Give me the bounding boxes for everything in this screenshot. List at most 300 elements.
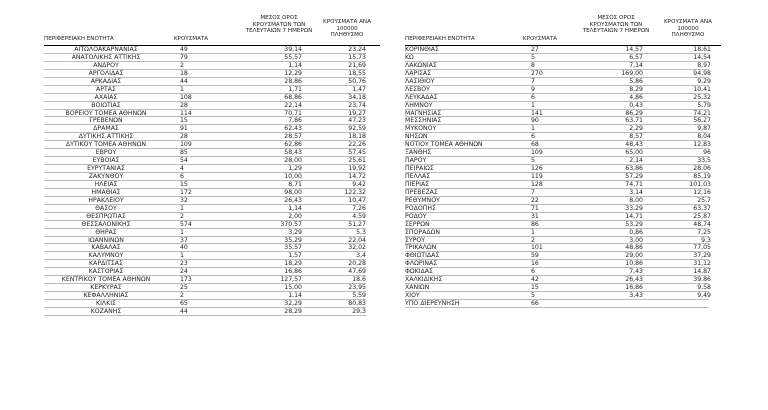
cell-per100k: 39,86	[693, 276, 711, 284]
table-row	[44, 276, 380, 284]
cell-avg: 10,86	[625, 260, 643, 268]
cell-region: ΠΙΕΡΙΑΣ	[405, 180, 430, 188]
cell-region: ΔΡΑΜΑΣ	[93, 125, 119, 133]
cell-per100k: 96	[703, 149, 711, 157]
table-row	[44, 165, 380, 173]
cell-cases: 1	[531, 228, 535, 236]
cell-cases: 44	[180, 77, 188, 85]
cell-per100k: 29,3	[352, 307, 366, 315]
cell-region: ΗΡΑΚΛΕΙΟΥ	[88, 196, 124, 204]
cell-region: ΦΛΩΡΙΝΑΣ	[405, 260, 438, 268]
cell-cases: 16	[531, 260, 539, 268]
cell-cases: 23	[180, 260, 188, 268]
cell-per100k: 20,28	[348, 260, 366, 268]
cell-avg: 1,71	[288, 85, 302, 93]
header-avg: ΜΕΣΟΣ ΟΡΟΣ ΚΡΟΥΣΜΑΤΩΝ ΤΩΝ ΤΕΛΕΥΤΑΙΩΝ 7 ΗΜΕΡΩΝ	[582, 15, 650, 35]
cell-cases: 91	[180, 125, 188, 133]
table-row	[405, 229, 721, 237]
cell-avg: 2,00	[288, 212, 302, 220]
cell-region: ΘΕΣΣΑΛΟΝΙΚΗΣ	[81, 220, 131, 228]
cell-cases: 6	[180, 173, 184, 180]
cell-avg: 68,86	[284, 93, 302, 101]
cell-region: ΓΡΕΒΕΝΩΝ	[89, 117, 123, 125]
cell-cases: 2	[180, 212, 184, 220]
cell-cases: 1	[531, 125, 535, 133]
cell-cases: 109	[531, 149, 543, 157]
cell-cases: 25	[180, 284, 188, 292]
cell-avg: 8,29	[629, 85, 643, 93]
cell-region: ΧΙΟΥ	[405, 292, 420, 300]
cell-avg: 1,14	[288, 204, 302, 212]
cell-per100k: 28,06	[693, 165, 711, 173]
table-row	[44, 78, 380, 86]
table-row	[44, 141, 380, 149]
cell-cases: 1	[180, 228, 184, 236]
cell-per100k: 7,26	[352, 204, 366, 212]
table-row	[405, 157, 721, 165]
cell-avg: 10,00	[284, 173, 302, 180]
cell-cases: 28	[180, 133, 188, 141]
table-row	[405, 292, 721, 300]
cell-cases: 574	[180, 220, 192, 228]
cell-region: ΑΡΚΑΔΙΑΣ	[90, 77, 122, 85]
cell-per100k: 3,4	[356, 252, 366, 260]
cell-avg: 1,14	[288, 292, 302, 300]
cell-per100k: 25,7	[697, 196, 711, 204]
cell-cases: 119	[531, 173, 543, 180]
table-row	[44, 94, 380, 102]
cell-region: ΔΥΤΙΚΗΣ ΑΤΤΙΚΗΣ	[78, 133, 134, 141]
table-row	[44, 70, 380, 78]
header-cases: ΚΡΟΥΣΜΑΤΑ	[173, 36, 209, 43]
cell-per100k: 8,04	[697, 133, 711, 141]
table-row	[44, 110, 380, 118]
cell-per100k: 9,58	[697, 284, 711, 292]
table-row	[44, 181, 380, 189]
cell-cases: 65	[180, 300, 188, 307]
table-row	[405, 237, 721, 245]
cell-avg: 3,29	[288, 228, 302, 236]
cell-region: ΚΟΡΙΝΘΙΑΣ	[405, 46, 439, 53]
cell-avg: 53,29	[625, 220, 643, 228]
cell-avg: 3,14	[629, 188, 643, 196]
cell-avg: 22,14	[284, 101, 302, 109]
cell-avg: 48,43	[625, 141, 643, 149]
cell-avg: 18,29	[284, 260, 302, 268]
cell-per100k: 14,87	[693, 268, 711, 276]
cell-per100k: 14,54	[693, 53, 711, 61]
cell-avg: 62,43	[284, 125, 302, 133]
table-row	[405, 149, 721, 157]
cell-per100k: 9,49	[697, 292, 711, 300]
cell-region: ΑΝΔΡΟΥ	[93, 61, 119, 69]
cell-region: ΛΑΣΙΘΙΟΥ	[405, 77, 435, 85]
cell-avg: 70,71	[284, 109, 302, 117]
cell-cases: 54	[180, 157, 188, 165]
cell-cases: 5	[531, 53, 535, 61]
cell-per100k: 48,74	[693, 220, 711, 228]
cell-avg: 14,57	[625, 46, 643, 53]
cell-per100k: 18,55	[348, 69, 366, 77]
cell-avg: 16,86	[625, 284, 643, 292]
cell-region: ΠΕΙΡΑΙΩΣ	[405, 165, 434, 173]
table-row	[405, 125, 721, 133]
cell-cases: 6	[531, 268, 535, 276]
cell-per100k: 85,19	[693, 173, 711, 180]
cell-per100k: 32,02	[348, 244, 366, 252]
table-row	[44, 125, 380, 133]
cell-region: ΑΧΑΪΑΣ	[94, 93, 118, 101]
table-body	[405, 46, 721, 308]
cell-region: ΡΟΔΟΥ	[405, 212, 427, 220]
cell-per100k: 18,6	[352, 276, 366, 284]
cell-cases: 44	[180, 307, 188, 315]
cell-cases: 6	[531, 93, 535, 101]
cell-per100k: 5,3	[356, 228, 366, 236]
cell-avg: 7,14	[629, 61, 643, 69]
table-row	[405, 94, 721, 102]
cell-per100k: 57,45	[348, 149, 366, 157]
cell-avg: 98,00	[284, 188, 302, 196]
cell-avg: 5,86	[629, 77, 643, 85]
cell-cases: 173	[180, 276, 192, 284]
cell-cases: 79	[180, 53, 188, 61]
cell-avg: 39,14	[284, 46, 302, 53]
cell-avg: 4,86	[629, 93, 643, 101]
cell-per100k: 31,12	[693, 260, 711, 268]
cell-avg: 2,14	[629, 157, 643, 165]
table-row	[405, 276, 721, 284]
table-row	[44, 221, 380, 229]
cell-avg: 1,57	[288, 252, 302, 260]
cell-cases: 141	[531, 109, 543, 117]
cell-cases: 49	[180, 46, 188, 53]
cell-cases: 27	[531, 46, 539, 53]
cell-per100k: 51,27	[348, 220, 366, 228]
cell-region: ΑΙΤΩΛΟΑΚΑΡΝΑΝΙΑΣ	[74, 46, 138, 53]
cell-avg: 26,43	[284, 196, 302, 204]
cell-per100k: 15,73	[348, 53, 366, 61]
table-row	[44, 260, 380, 268]
table-row	[405, 189, 721, 197]
cell-cases: 28	[180, 101, 188, 109]
table-row	[405, 62, 721, 70]
cell-region: ΜΑΓΝΗΣΙΑΣ	[405, 109, 442, 117]
cell-per100k: 56,27	[693, 117, 711, 125]
cell-avg: 32,29	[284, 300, 302, 307]
table-row	[44, 102, 380, 110]
table-row	[44, 308, 380, 316]
cell-region: ΛΑΚΩΝΙΑΣ	[405, 61, 437, 69]
cell-region: ΝΗΣΩΝ	[405, 133, 428, 141]
cell-cases: 2	[180, 292, 184, 300]
cell-region: ΚΑΒΑΛΑΣ	[91, 244, 121, 252]
cell-per100k: 12,16	[693, 188, 711, 196]
cell-per100k: 25,87	[693, 212, 711, 220]
cell-avg: 169,00	[621, 69, 643, 77]
cell-per100k: 37,29	[693, 252, 711, 260]
cell-avg: 33,29	[625, 204, 643, 212]
cell-region: ΚΕΝΤΡΙΚΟΥ ΤΟΜΕΑ ΑΘΗΝΩΝ	[61, 276, 151, 284]
cell-cases: 108	[180, 93, 192, 101]
cell-per100k: 19,27	[348, 109, 366, 117]
cell-per100k: 9,3	[701, 236, 711, 244]
table-row	[405, 110, 721, 118]
table-row	[44, 62, 380, 70]
table-row	[44, 157, 380, 165]
table-row	[405, 197, 721, 205]
cell-per100k: 8,97	[697, 61, 711, 69]
cell-avg: 370,57	[280, 220, 302, 228]
table-row	[44, 54, 380, 62]
cell-cases: 24	[180, 268, 188, 276]
cell-region: ΕΥΒΟΙΑΣ	[92, 157, 120, 165]
cell-cases: 114	[180, 109, 192, 117]
table-row	[44, 244, 380, 252]
cell-region: ΧΑΝΙΩΝ	[405, 284, 430, 292]
table-row	[44, 237, 380, 245]
cell-per100k: 33,5	[697, 157, 711, 165]
table-row	[44, 189, 380, 197]
cell-region: ΚΙΛΚΙΣ	[96, 300, 116, 307]
table-row	[405, 117, 721, 125]
cell-region: ΑΝΑΤΟΛΙΚΗΣ ΑΤΤΙΚΗΣ	[71, 53, 141, 61]
cell-avg: 7,43	[629, 268, 643, 276]
cell-per100k: 9,42	[352, 180, 366, 188]
cell-region: ΙΩΑΝΝΙΝΩΝ	[88, 236, 124, 244]
cell-cases: 128	[531, 180, 543, 188]
table-row	[405, 54, 721, 62]
cell-cases: 85	[180, 149, 188, 157]
cell-region: ΠΕΛΛΑΣ	[405, 173, 431, 180]
cell-region: ΜΥΚΟΝΟΥ	[405, 125, 437, 133]
cell-cases: 1	[180, 85, 184, 93]
cell-per100k: 47,69	[348, 268, 366, 276]
cell-cases: 2	[531, 236, 535, 244]
table-row	[405, 173, 721, 181]
cell-avg: 16,86	[284, 268, 302, 276]
cell-cases: 15	[180, 180, 188, 188]
header-per100k: ΚΡΟΥΣΜΑΤΑ ΑΝΑ 100000 ΠΛΗΘΥΣΜΟ	[323, 19, 371, 39]
table-right	[405, 10, 721, 308]
cell-region: ΗΜΑΘΙΑΣ	[91, 188, 121, 196]
table-row	[405, 86, 721, 94]
table-row	[405, 102, 721, 110]
cell-per100k: 19,92	[348, 165, 366, 173]
cell-avg: 65,00	[625, 149, 643, 157]
cell-per100k: 80,83	[348, 300, 366, 307]
table-row	[44, 117, 380, 125]
cell-cases: 1	[180, 204, 184, 212]
table-row	[405, 268, 721, 276]
cell-region: ΡΟΔΟΠΗΣ	[405, 204, 436, 212]
cell-region: ΗΛΕΙΑΣ	[94, 180, 118, 188]
cell-avg: 12,29	[284, 69, 302, 77]
cell-cases: 42	[531, 276, 539, 284]
cell-avg: 28,00	[284, 157, 302, 165]
cell-avg: 1,14	[288, 61, 302, 69]
cell-cases: 15	[531, 284, 539, 292]
cell-avg: 74,71	[625, 180, 643, 188]
table-row	[44, 292, 380, 300]
cell-region: ΛΕΥΚΑΔΑΣ	[405, 93, 438, 101]
table-row	[405, 300, 721, 308]
cell-per100k: 92,59	[348, 125, 366, 133]
cell-avg: 62,86	[284, 141, 302, 149]
cell-cases: 59	[531, 252, 539, 260]
cell-cases: 15	[180, 117, 188, 125]
cell-cases: 18	[180, 69, 188, 77]
cell-cases: 101	[531, 244, 543, 252]
table-row	[44, 252, 380, 260]
table-row	[44, 268, 380, 276]
cell-region: ΒΟΡΕΙΟΥ ΤΟΜΕΑ ΑΘΗΝΩΝ	[65, 109, 147, 117]
cell-per100k: 23,24	[348, 46, 366, 53]
cell-per100k: 14,72	[348, 173, 366, 180]
table-row	[405, 141, 721, 149]
cell-region: ΠΑΡΟΥ	[405, 157, 427, 165]
cell-avg: 127,57	[280, 276, 302, 284]
cell-avg: 7,86	[288, 117, 302, 125]
table-header	[405, 10, 721, 46]
cell-per100k: 12,83	[693, 141, 711, 149]
cell-avg: 3,00	[629, 236, 643, 244]
cell-avg: 26,43	[625, 276, 643, 284]
cell-region: ΣΕΡΡΩΝ	[405, 220, 430, 228]
cell-region: ΚΑΛΥΜΝΟΥ	[88, 252, 124, 260]
cell-region: ΧΑΛΚΙΔΙΚΗΣ	[405, 276, 443, 284]
table-row	[405, 244, 721, 252]
cell-avg: 2,29	[629, 125, 643, 133]
cell-avg: 57,29	[625, 173, 643, 180]
cell-cases: 6	[531, 133, 535, 141]
cell-avg: 28,29	[284, 307, 302, 315]
cell-per100k: 101,03	[689, 180, 711, 188]
cell-region: ΠΡΕΒΕΖΑΣ	[405, 188, 438, 196]
cell-region: ΦΘΙΩΤΙΔΑΣ	[405, 252, 440, 260]
cell-region: ΣΥΡΟΥ	[405, 236, 426, 244]
cell-region: ΛΗΜΝΟΥ	[405, 101, 433, 109]
cell-region: ΤΡΙΚΑΛΩΝ	[405, 244, 437, 252]
cell-region: ΖΑΚΥΝΘΟΥ	[88, 173, 124, 180]
cell-avg: 0,86	[629, 228, 643, 236]
cell-region: ΛΕΣΒΟΥ	[405, 85, 430, 93]
cell-cases: 86	[531, 220, 539, 228]
cell-cases: 109	[180, 141, 192, 149]
cell-region: ΣΠΟΡΑΔΩΝ	[405, 228, 440, 236]
cell-avg: 29,00	[625, 252, 643, 260]
cell-avg: 1,29	[288, 165, 302, 173]
cell-avg: 14,71	[625, 212, 643, 220]
cell-per100k: 4,59	[352, 212, 366, 220]
table-row	[405, 46, 721, 54]
table-row	[405, 213, 721, 221]
cell-cases: 126	[531, 165, 543, 173]
table-row	[44, 205, 380, 213]
cell-per100k: 23,74	[348, 101, 366, 109]
cell-per100k: 77,05	[693, 244, 711, 252]
cell-per100k: 5,59	[352, 292, 366, 300]
table-left	[44, 10, 380, 316]
cell-cases: 270	[531, 69, 543, 77]
header-cases: ΚΡΟΥΣΜΑΤΑ	[522, 36, 558, 43]
cell-region: ΔΥΤΙΚΟΥ ΤΟΜΕΑ ΑΘΗΝΩΝ	[65, 141, 147, 149]
cell-per100k: 10,41	[693, 85, 711, 93]
cell-avg: 15,00	[284, 284, 302, 292]
cell-region: ΕΒΡΟΥ	[95, 149, 117, 157]
cell-region: ΘΑΣΟΥ	[95, 204, 117, 212]
header-avg: ΜΕΣΟΣ ΟΡΟΣ ΚΡΟΥΣΜΑΤΩΝ ΤΩΝ ΤΕΛΕΥΤΑΙΩΝ 7 ΗΜΕΡΩΝ	[245, 15, 313, 35]
cell-avg: 8,71	[288, 180, 302, 188]
cell-cases: 1	[531, 101, 535, 109]
cell-cases: 68	[531, 141, 539, 149]
table-row	[405, 221, 721, 229]
table-row	[405, 165, 721, 173]
table-row	[44, 213, 380, 221]
cell-per100k: 5,79	[697, 101, 711, 109]
table-row	[44, 284, 380, 292]
table-row	[405, 181, 721, 189]
cell-per100k: 74,21	[693, 109, 711, 117]
cell-avg: 63,71	[625, 117, 643, 125]
table-row	[44, 133, 380, 141]
table-row	[405, 78, 721, 86]
cell-cases: 2	[180, 61, 184, 69]
table-header	[44, 10, 380, 46]
cell-region: ΚΟΖΑΝΗΣ	[90, 307, 122, 315]
cell-region: ΚΕΦΑΛΛΗΝΙΑΣ	[83, 292, 129, 300]
table-row	[44, 173, 380, 181]
cell-per100k: 9,29	[697, 77, 711, 85]
cell-per100k: 50,76	[348, 77, 366, 85]
cell-avg: 86,29	[625, 109, 643, 117]
cell-avg: 48,86	[625, 244, 643, 252]
cell-region: ΚΑΣΤΟΡΙΑΣ	[88, 268, 124, 276]
cell-avg: 35,29	[284, 236, 302, 244]
cell-per100k: 63,37	[693, 204, 711, 212]
header-per100k: ΚΡΟΥΣΜΑΤΑ ΑΝΑ 100000 ΠΛΗΘΥΣΜΟ	[664, 19, 712, 39]
cell-region: ΝΟΤΙΟΥ ΤΟΜΕΑ ΑΘΗΝΩΝ	[405, 141, 483, 149]
cell-cases: 172	[180, 188, 192, 196]
cell-avg: 28,57	[284, 133, 302, 141]
cell-per100k: 18,61	[693, 46, 711, 53]
table-row	[44, 86, 380, 94]
cell-per100k: 22,04	[348, 236, 366, 244]
cell-avg: 0,43	[629, 101, 643, 109]
table-body	[44, 46, 380, 316]
cell-per100k: 47,23	[348, 117, 366, 125]
cell-cases: 7	[531, 188, 535, 196]
table-row	[44, 300, 380, 308]
cell-cases: 5	[531, 157, 535, 165]
cell-per100k: 18,18	[348, 133, 366, 141]
cell-region: ΜΕΣΣΗΝΙΑΣ	[405, 117, 442, 125]
cell-per100k: 22,26	[348, 141, 366, 149]
cell-avg: 28,86	[284, 77, 302, 85]
cell-region: ΕΥΡΥΤΑΝΙΑΣ	[87, 165, 125, 173]
cell-per100k: 122,32	[344, 188, 366, 196]
cell-region: ΘΕΣΠΡΩΤΙΑΣ	[86, 212, 126, 220]
cell-region: ΚΕΡΚΥΡΑΣ	[90, 284, 122, 292]
cell-per100k: 1,47	[352, 85, 366, 93]
cell-cases: 7	[531, 77, 535, 85]
cell-avg: 35,57	[284, 244, 302, 252]
cell-cases: 90	[531, 117, 539, 125]
cell-cases: 9	[531, 85, 535, 93]
cell-per100k: 94,98	[693, 69, 711, 77]
cell-region: ΚΑΡΔΙΤΣΑΣ	[89, 260, 123, 268]
cell-avg: 63,86	[625, 165, 643, 173]
